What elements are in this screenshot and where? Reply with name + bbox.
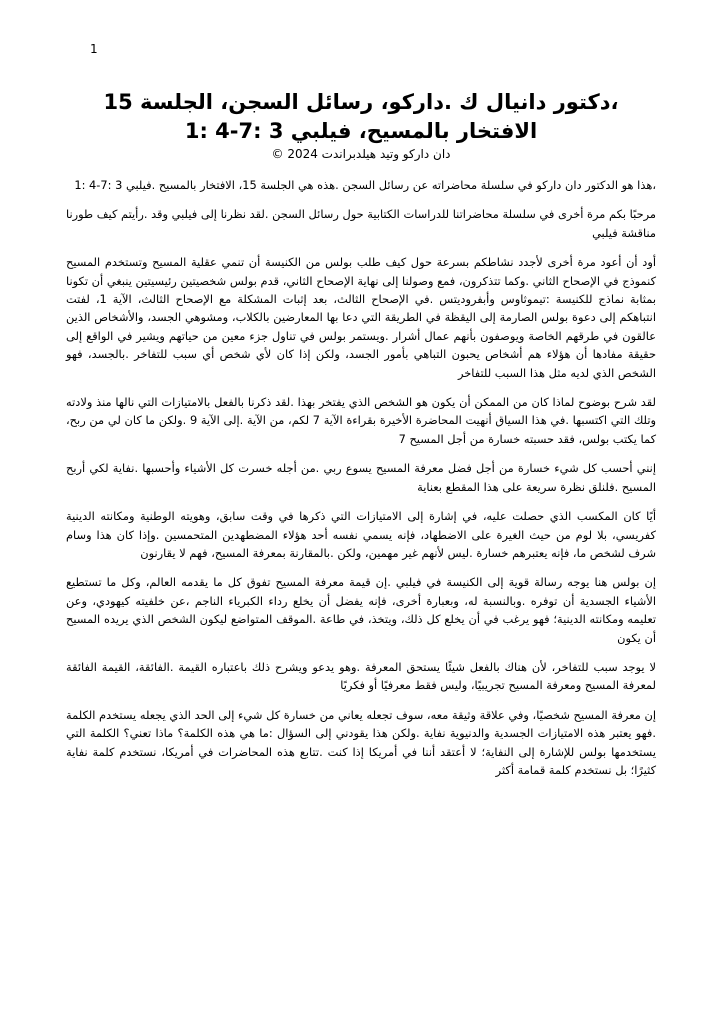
paragraph: أود أن أعود مرة أخرى لأجدد نشاطكم بسرعة حول كيف طلب بولس من الكنيسة أن تنمي عقلية المسيح وتستخدم المسيح كنموذج في الإصحاح الثاني .وكما تتذكرون، فمع وصولنا إلى نهاية الإصحاح الثاني، قدم بولس شخصيتين رئيسيتين ينبغي أن تكونا بمثابة نماذج للكنيسة :تيموثاوس وأبفروديتس .في الإصحاح الثالث، بعد إثبات المشكلة مع الإصحاح الثالث، الآية 1، لفتت انتباهكم إلى دعوة بولس الصارمة إلى اليقظة في الطريقة التي دعا بها المعارضين بالكلاب، ومشوهي الجسد، والأشخاص الذين عالقون في طرقهم الخاصة ويوصفون بأنهم عمال أشرار .ويستمر بولس في تناول جزء معين من حياتهم ويشير في الواقع إلى حقيقة مفادها أن هؤلاء هم أشخاص يحبون التباهي بأمور الجسد، ولكن إذا كان لأي شخص أي سبب للتفاخر .بالجسد، فهو الشخص الذي لديه مثل هذا السبب للتفاخر <box>66 255 657 380</box>
paragraph-intro: ،هذا هو الدكتور دان داركو في سلسلة محاضراته عن رسائل السجن .هذه هي الجلسة 15، الافتخار بالمسيح .فيلبي 3 :7-4 :1 <box>74 178 656 192</box>
page-number: 1 <box>90 42 98 56</box>
title-line-2: الافتخار بالمسيح، فيلبي 3 :7-4 :1 <box>184 119 538 143</box>
paragraph: أيًا كان المكسب الذي حصلت عليه، في إشارة إلى الامتيازات التي ذكرها في وقت سابق، وهويته الوطنية ومكانته الدينية كفريسي، بلا لوم من حيث الغيرة على الاضطهاد، فإنه يسمي نفسه أحد هؤلاء المضطهدين المتحمسين .وإذا كان هذا وسام شرف لشخص ما، فإنه يعتبرهم خسارة .ليس لأنهم غير مهمين، ولكن .بالمقارنة بمعرفة المسيح، فهم لا يقارنون <box>66 509 656 560</box>
document-body <box>66 88 656 790</box>
paragraph: إن معرفة المسيح شخصيًا، وفي علاقة وثيقة معه، سوف تجعله يعاني من خسارة كل شيء إلى الحد الذي يجعله يستخدم الكلمة .فهو يعتبر هذه الامتيازات الجسدية والدنيوية نفاية .ولكن هذا يقودني إلى السؤال :ما هي هذه الكلمة؟ ماذا تعني؟ الكلمة التي يستخدمها بولس للإشارة إلى النفاية؛ لا أعتقد أننا في أمريكا إذا كنت .تتابع هذه المحاضرات في أمريكا، نستخدم كلمة نفاية كثيرًا؛ بل نستخدم كلمة قمامة أكثر <box>66 707 656 777</box>
paragraph: لقد شرح بوضوح لماذا كان من الممكن أن يكون هو الشخص الذي يفتخر بهذا .لقد ذكرنا بالفعل بالامتيازات التي نالها منذ ولادته وتلك التي اكتسبها .في هذا السياق أنهيت المحاضرة الأخيرة بقراءة الآية 7 لكم، من الآية .إلى الآية 9 .ولكن ما كان لي من ربح، كما يكتب بولس، فقد حسبته خسارة من أجل المسيح 7 <box>66 395 656 446</box>
paragraph: مرحبًا بكم مرة أخرى في سلسلة محاضراتنا للدراسات الكتابية حول رسائل السجن .لقد نظرنا إلى فيلبي وقد .رأيتم كيف طورنا مناقشة فيلبي <box>66 207 656 240</box>
copyright-line: دان داركو وتيد هيلدبراندت 2024 © <box>271 147 451 161</box>
title-line-1: ،دكتور دانيال ك .داركو، رسائل السجن، الجلسة 15 <box>103 90 619 114</box>
paragraph: لا يوجد سبب للتفاخر، لأن هناك بالفعل شيئًا يستحق المعرفة .وهو يدعو ويشرح ذلك باعتباره القيمة .الفائقة، القيمة الفائقة لمعرفة المسيح ومعرفة المسيح تجريبيًا، وليس فقط معرفيًا أو فكريًا <box>66 659 656 693</box>
paragraph: إن بولس هنا يوجه رسالة قوية إلى الكنيسة في فيلبي .إن قيمة معرفة المسيح تفوق كل ما يقدمه العالم، وكل ما تستطيع الأشياء الجسدية أن توفره .وبالنسبة له، وبعبارة أخرى، فإنه يفضل أن يخلع رداء الكبرياء الناجم ،عن خلفيته كيهودي، وعن تعليمه ومكانته الدينية؛ فهو يرغب في أن يخلع كل ذلك، ويتخذ، في طاعة .الموقف المتواضع ليكون الشخص الذي يريده المسيح أن يكون <box>66 575 656 645</box>
paragraph: إنني أحسب كل شيء خسارة من أجل فضل معرفة المسيح يسوع ربي .من أجله خسرت كل الأشياء وأحسبها .نفاية لكي أربح المسيح .فلنلق نظرة سريعة على هذا المقطع بعناية <box>66 461 656 494</box>
